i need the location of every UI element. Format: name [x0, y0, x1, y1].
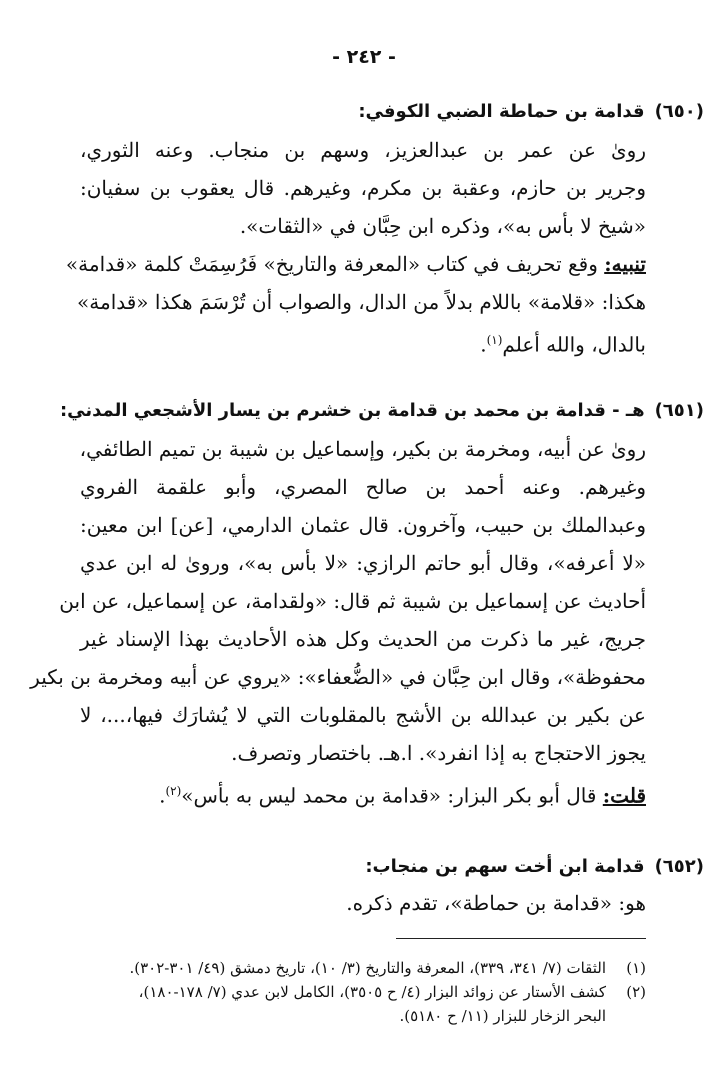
page-number: - ٢٤٢ -: [332, 46, 396, 68]
footnote-ref: (١): [486, 333, 503, 347]
text-line: وعبدالملك بن حبيب، وآخرون. قال عثمان الدارمي، [عن] ابن معين:: [80, 513, 646, 537]
footnote-number: (١): [626, 959, 646, 977]
footnote-text: الثقات (٧/ ٣٤١، ٣٣٩)، المعرفة والتاريخ (٣/ ١٠)، تاريخ دمشق (٤٩/ ٣٠١-٣٠٢).: [129, 959, 606, 977]
entry-number: (٦٥٠): [654, 101, 704, 122]
note-text: وقع تحريف في كتاب «المعرفة والتاريخ» فَرُسِمَتْ كلمة «قدامة»: [65, 252, 598, 276]
note-label: تنبيه:: [604, 252, 646, 276]
text-line: محفوظة»، وقال ابن حِبَّان في «الضُّعفاء»: «يروي عن أبيه ومخرمة بن بكير: [30, 665, 646, 689]
text-line: رویٰ عن أبيه، ومخرمة بن بكير، وإسماعيل بن شيبة بن تميم الطائفي،: [79, 437, 646, 461]
footnote-ref: (٢): [165, 784, 182, 798]
entry-title: قدامة ابن أخت سهم بن منجاب:: [365, 856, 645, 877]
entry-title: قدامة بن حماطة الضبي الكوفي:: [358, 101, 645, 122]
text-line: [65, 245, 646, 283]
text-line: بالدال، والله أعلم$^{(١)}$.: [480, 332, 646, 357]
text-line: هو: «قدامة بن حماطة»، تقدم ذكره.: [346, 891, 646, 915]
footnote-2-continued: [46, 1004, 646, 1028]
entry-title: هـ - قدامة بن محمد بن قدامة بن خشرم بن يسار الأشجعي المدني:: [59, 400, 645, 421]
footnote-divider: [396, 938, 646, 939]
entry-heading: [80, 852, 704, 882]
note-text: قال أبو بكر البزار: «قدامة بن محمد ليس به بأس»: [181, 783, 597, 808]
entry-652: [80, 852, 704, 922]
text-line: رویٰ عن عمر بن عبدالعزيز، وسهم بن منجاب. وعنه الثوري،: [80, 138, 646, 162]
text-span: بالدال، والله أعلم: [502, 332, 646, 357]
footnote-text: البحر الزخار للبزار (١١/ ح ٥١٨٠).: [399, 1007, 606, 1025]
entry-heading: [80, 97, 704, 127]
text-line: يجوز الاحتجاج به إذا انفرد». ا.هـ. باختصار وتصرف.: [231, 741, 646, 765]
text-line: قلت: قال أبو بكر البزار: «قدامة بن محمد ليس به بأس»$^{(٢)}$.: [159, 783, 646, 808]
entry-651: [30, 396, 704, 815]
footnote-text: كشف الأستار عن زوائد البزار (٤/ ح ٣٥٠٥)، الكامل لابن عدي (٧/ ١٧٨-١٨٠)،: [138, 983, 606, 1001]
text-line: وجرير بن حازم، وعقبة بن مكرم، وغيرهم. قال يعقوب بن سفيان:: [80, 176, 646, 200]
footnote-number: (٢): [626, 983, 646, 1001]
footnote-1: [46, 956, 646, 980]
footnote-2: [46, 980, 646, 1004]
text-line: هكذا: «قلامة» باللام بدلاً من الدال، والصواب أن تُرْسَمَ هكذا «قدامة»: [77, 290, 646, 314]
text-line: «لا أعرفه»، وقال أبو حاتم الرازي: «لا بأس به»، وروىٰ له ابن عدي: [80, 551, 646, 575]
text-line: «شيخ لا بأس به»، وذكره ابن حِبَّان في «الثقات».: [239, 214, 646, 238]
text-line: وغيرهم. وعنه أحمد بن صالح المصري، وأبو علقمة الفروي: [80, 475, 646, 499]
entry-number: (٦٥٢): [654, 856, 704, 877]
entry-number: (٦٥١): [654, 400, 704, 421]
text-line: جريج، غير ما ذكرت من الحديث وكل هذه الأحاديث بهذا الإسناد غير: [80, 627, 646, 651]
entry-650: [65, 97, 704, 364]
entry-heading: [59, 396, 704, 426]
note-label: قلت:: [602, 783, 646, 808]
text-line: أحاديث عن إسماعيل بن شيبة ثم قال: «ولقدامة، عن إسماعيل، عن ابن: [59, 589, 646, 613]
text-line: عن بكير بن عبدالله بن الأشج بالمقلوبات التي لا يُشارَك فيها،...، لا: [80, 703, 646, 727]
